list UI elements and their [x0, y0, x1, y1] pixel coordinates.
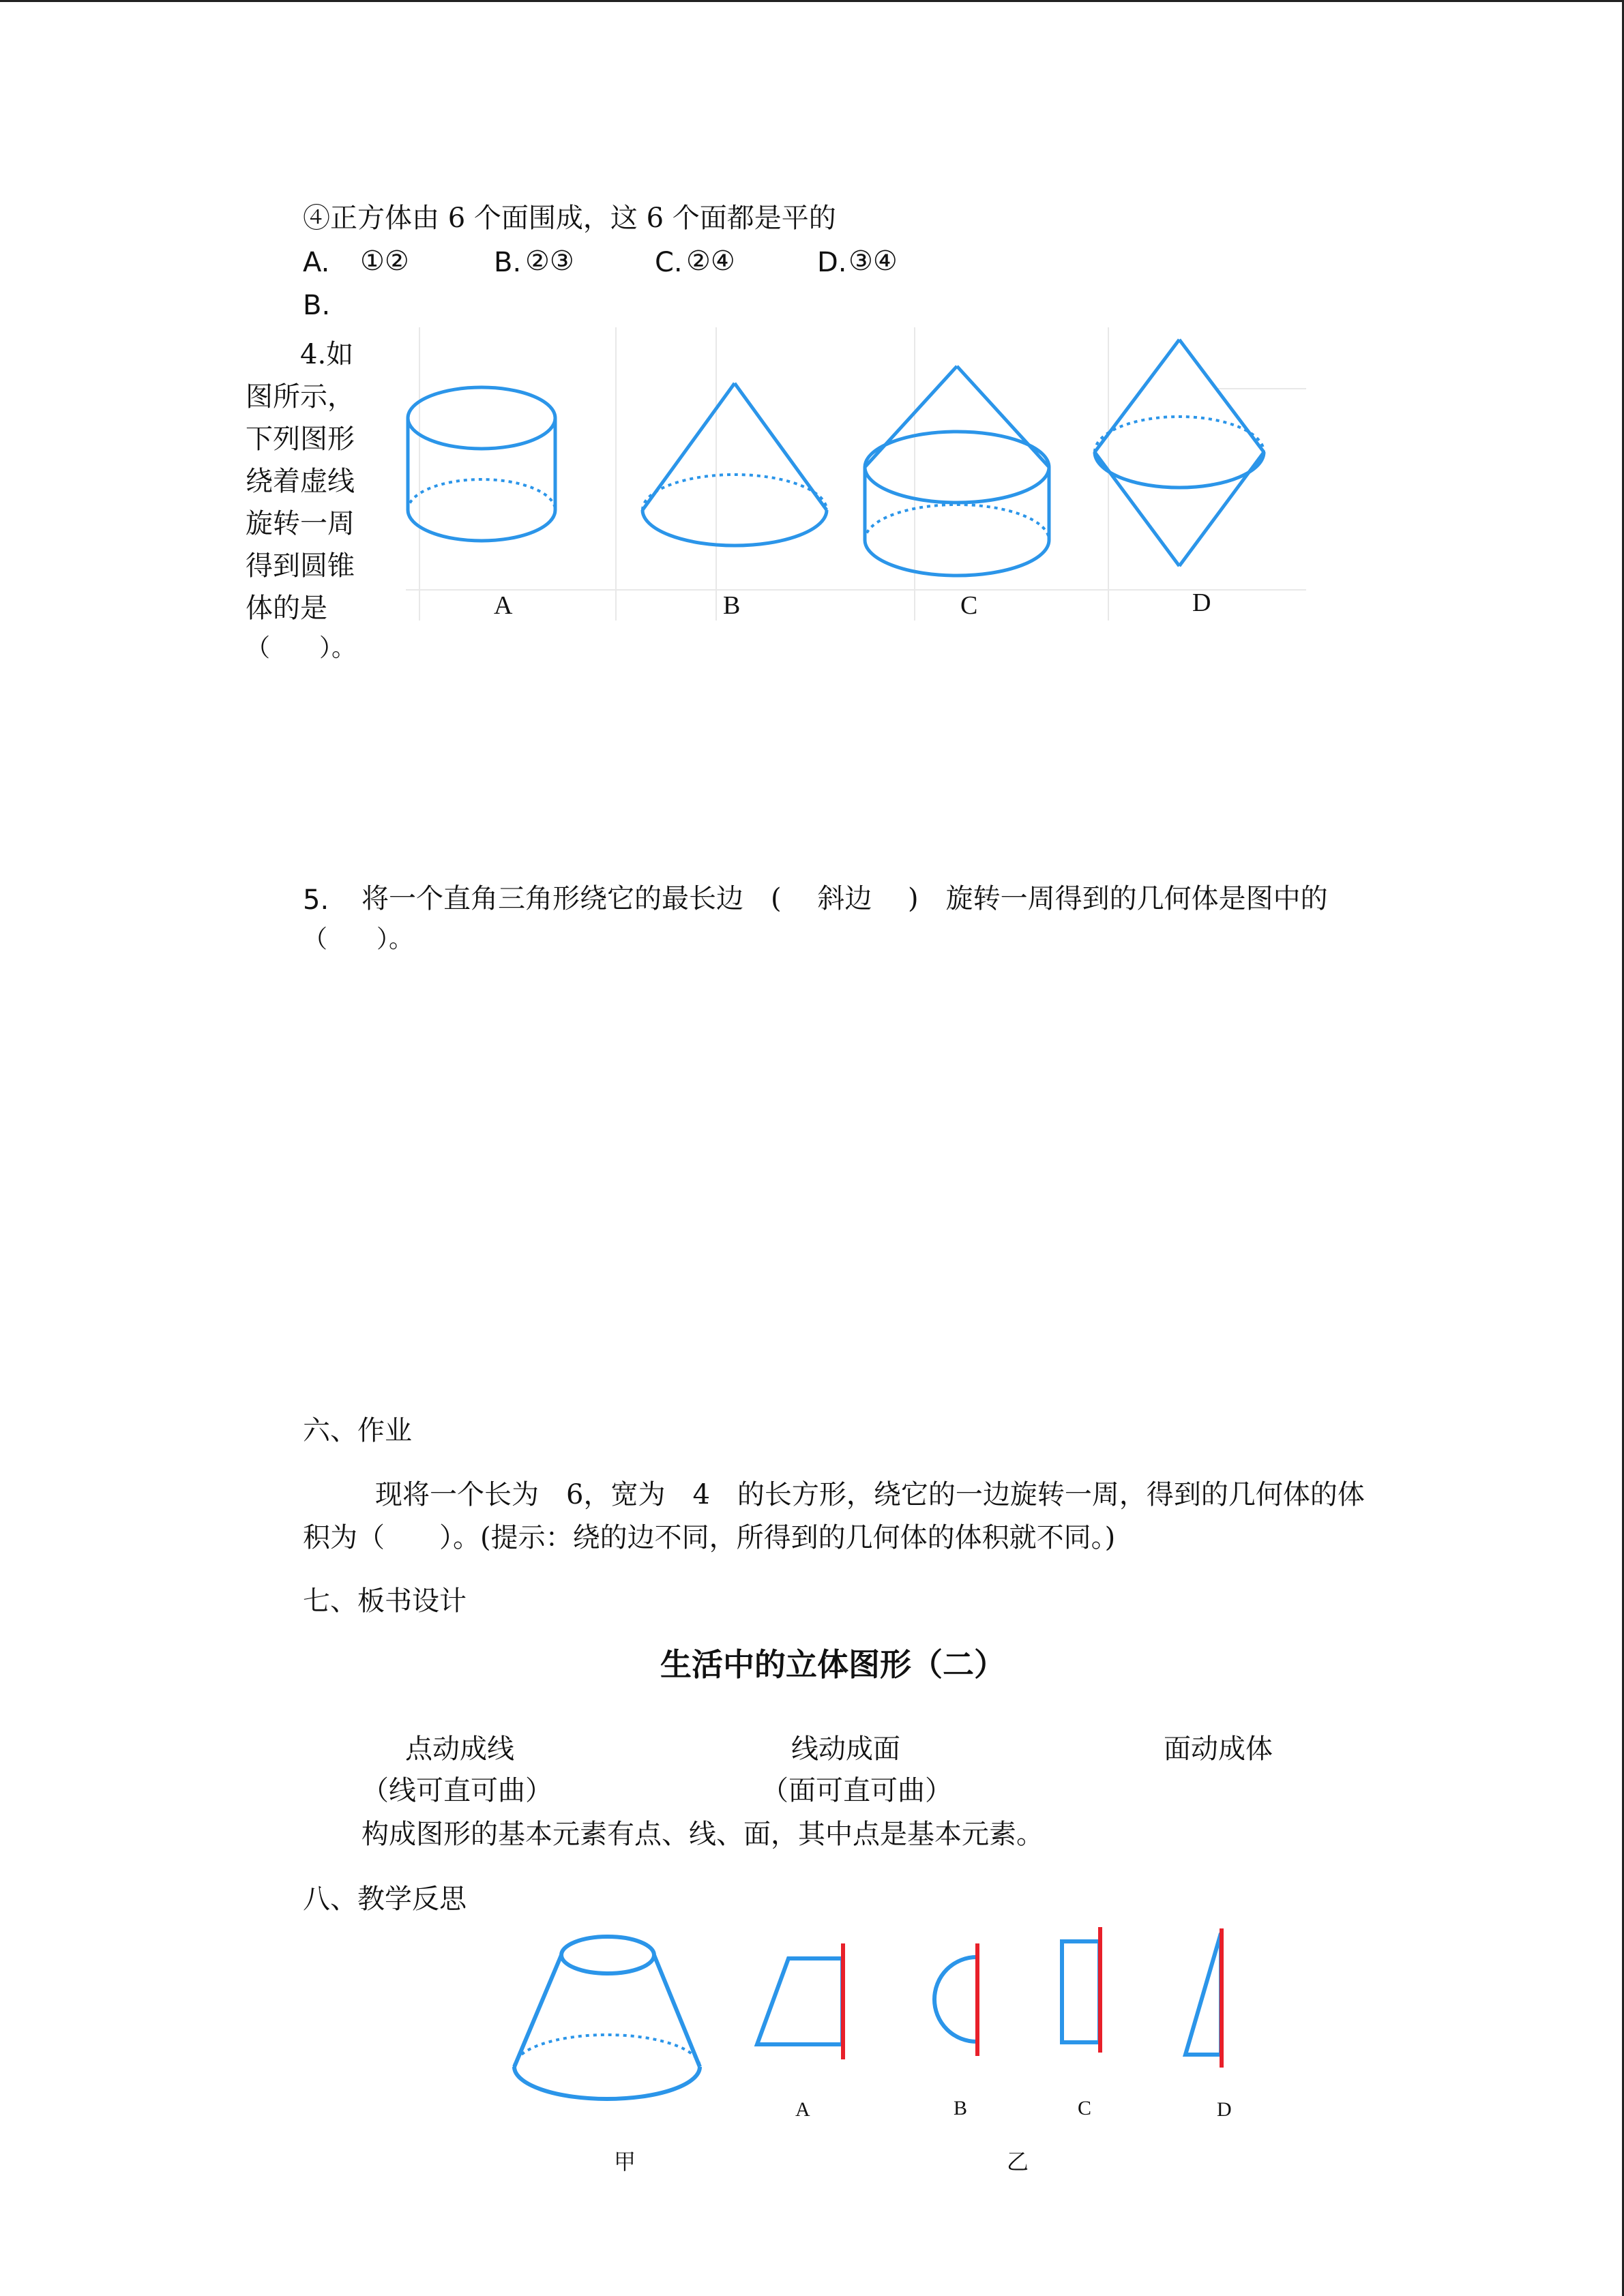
homework-line1: 现将一个长为 6，宽为 4 的长方形，绕它的一边旋转一周，得到的几何体的体: [375, 1479, 1365, 1510]
q4-stem-line: 得到圆锥: [246, 550, 355, 582]
choice-b-label: B.: [494, 247, 522, 278]
group-label-yi: 乙: [1007, 2149, 1029, 2175]
reflection-label-b: B: [954, 2097, 968, 2119]
cone-cylinder-c: [865, 366, 1049, 576]
choice-c-value: ②④: [686, 245, 735, 277]
q4-stem-line: 绕着虚线: [246, 466, 355, 497]
reflection-label-a: A: [795, 2098, 810, 2121]
board-item-main: 面动成体: [1164, 1733, 1273, 1765]
homework-line2: 积为（ ）。(提示：绕的边不同，所得到的几何体的体积就不同。): [303, 1522, 1116, 1553]
q5-line1: 将一个直角三角形绕它的最长边 ( 斜边 ) 旋转一周得到的几何体是图中的: [361, 883, 1328, 914]
reflection-label-c: C: [1078, 2097, 1092, 2119]
q4-label-b: B: [723, 591, 741, 620]
rectangle-c: [1062, 1941, 1099, 2042]
board-summary: 构成图形的基本元素有点、线、面，其中点是基本元素。: [361, 1819, 1044, 1850]
q4-solids-figure: [399, 320, 1306, 621]
semicircle-b: [934, 1957, 977, 2042]
choice-c-label: C.: [655, 247, 683, 278]
choice-d-label: D.: [817, 247, 847, 278]
q4-stem-line: （ ）。: [246, 634, 357, 662]
q4-label-d: D: [1192, 588, 1211, 617]
faint-grid: [406, 327, 1306, 621]
frustum-jia: [514, 1937, 700, 2099]
q5-number: 5.: [303, 884, 329, 916]
choice-d-value: ③④: [848, 245, 898, 277]
homework-heading: 六、作业: [303, 1415, 412, 1446]
board-item-sub: （面可直可曲）: [761, 1775, 952, 1806]
rotation-axes: [843, 1927, 1222, 2068]
reflection-label-d: D: [1217, 2098, 1232, 2121]
board-item-main: 线动成面: [791, 1733, 900, 1765]
q5-line2: （ ）。: [303, 925, 414, 953]
q3-option-4: ④正方体由 6 个面围成，这 6 个面都是平的: [303, 203, 836, 234]
q4-stem-line: 体的是: [246, 593, 327, 624]
board-heading: 七、板书设计: [303, 1585, 467, 1617]
q4-stem-line: 4.如: [300, 339, 354, 370]
q4-label-a: A: [494, 591, 513, 620]
board-title: 生活中的立体图形（二）: [660, 1646, 1005, 1683]
reflection-heading: 八、教学反思: [303, 1883, 467, 1915]
reflection-figure: [505, 1916, 1269, 2121]
choice-a-value: ①②: [360, 245, 409, 277]
group-label-jia: 甲: [614, 2149, 636, 2175]
double-cone-d: [1095, 340, 1264, 566]
trapezoid-a: [757, 1958, 842, 2044]
q3-answer: B.: [303, 290, 331, 321]
board-item-main: 点动成线: [405, 1733, 514, 1765]
q4-stem-line: 下列图形: [246, 423, 355, 455]
q4-stem-line: 旋转一周: [246, 508, 355, 539]
choice-a-label: A.: [303, 247, 330, 278]
triangle-d: [1185, 1933, 1221, 2055]
choice-b-value: ②③: [525, 245, 574, 277]
q4-stem-line: 图所示，: [246, 381, 355, 413]
cone-b: [643, 383, 827, 546]
board-item-sub: （线可直可曲）: [361, 1775, 552, 1806]
q4-label-c: C: [960, 591, 978, 620]
cylinder-a: [408, 387, 555, 541]
